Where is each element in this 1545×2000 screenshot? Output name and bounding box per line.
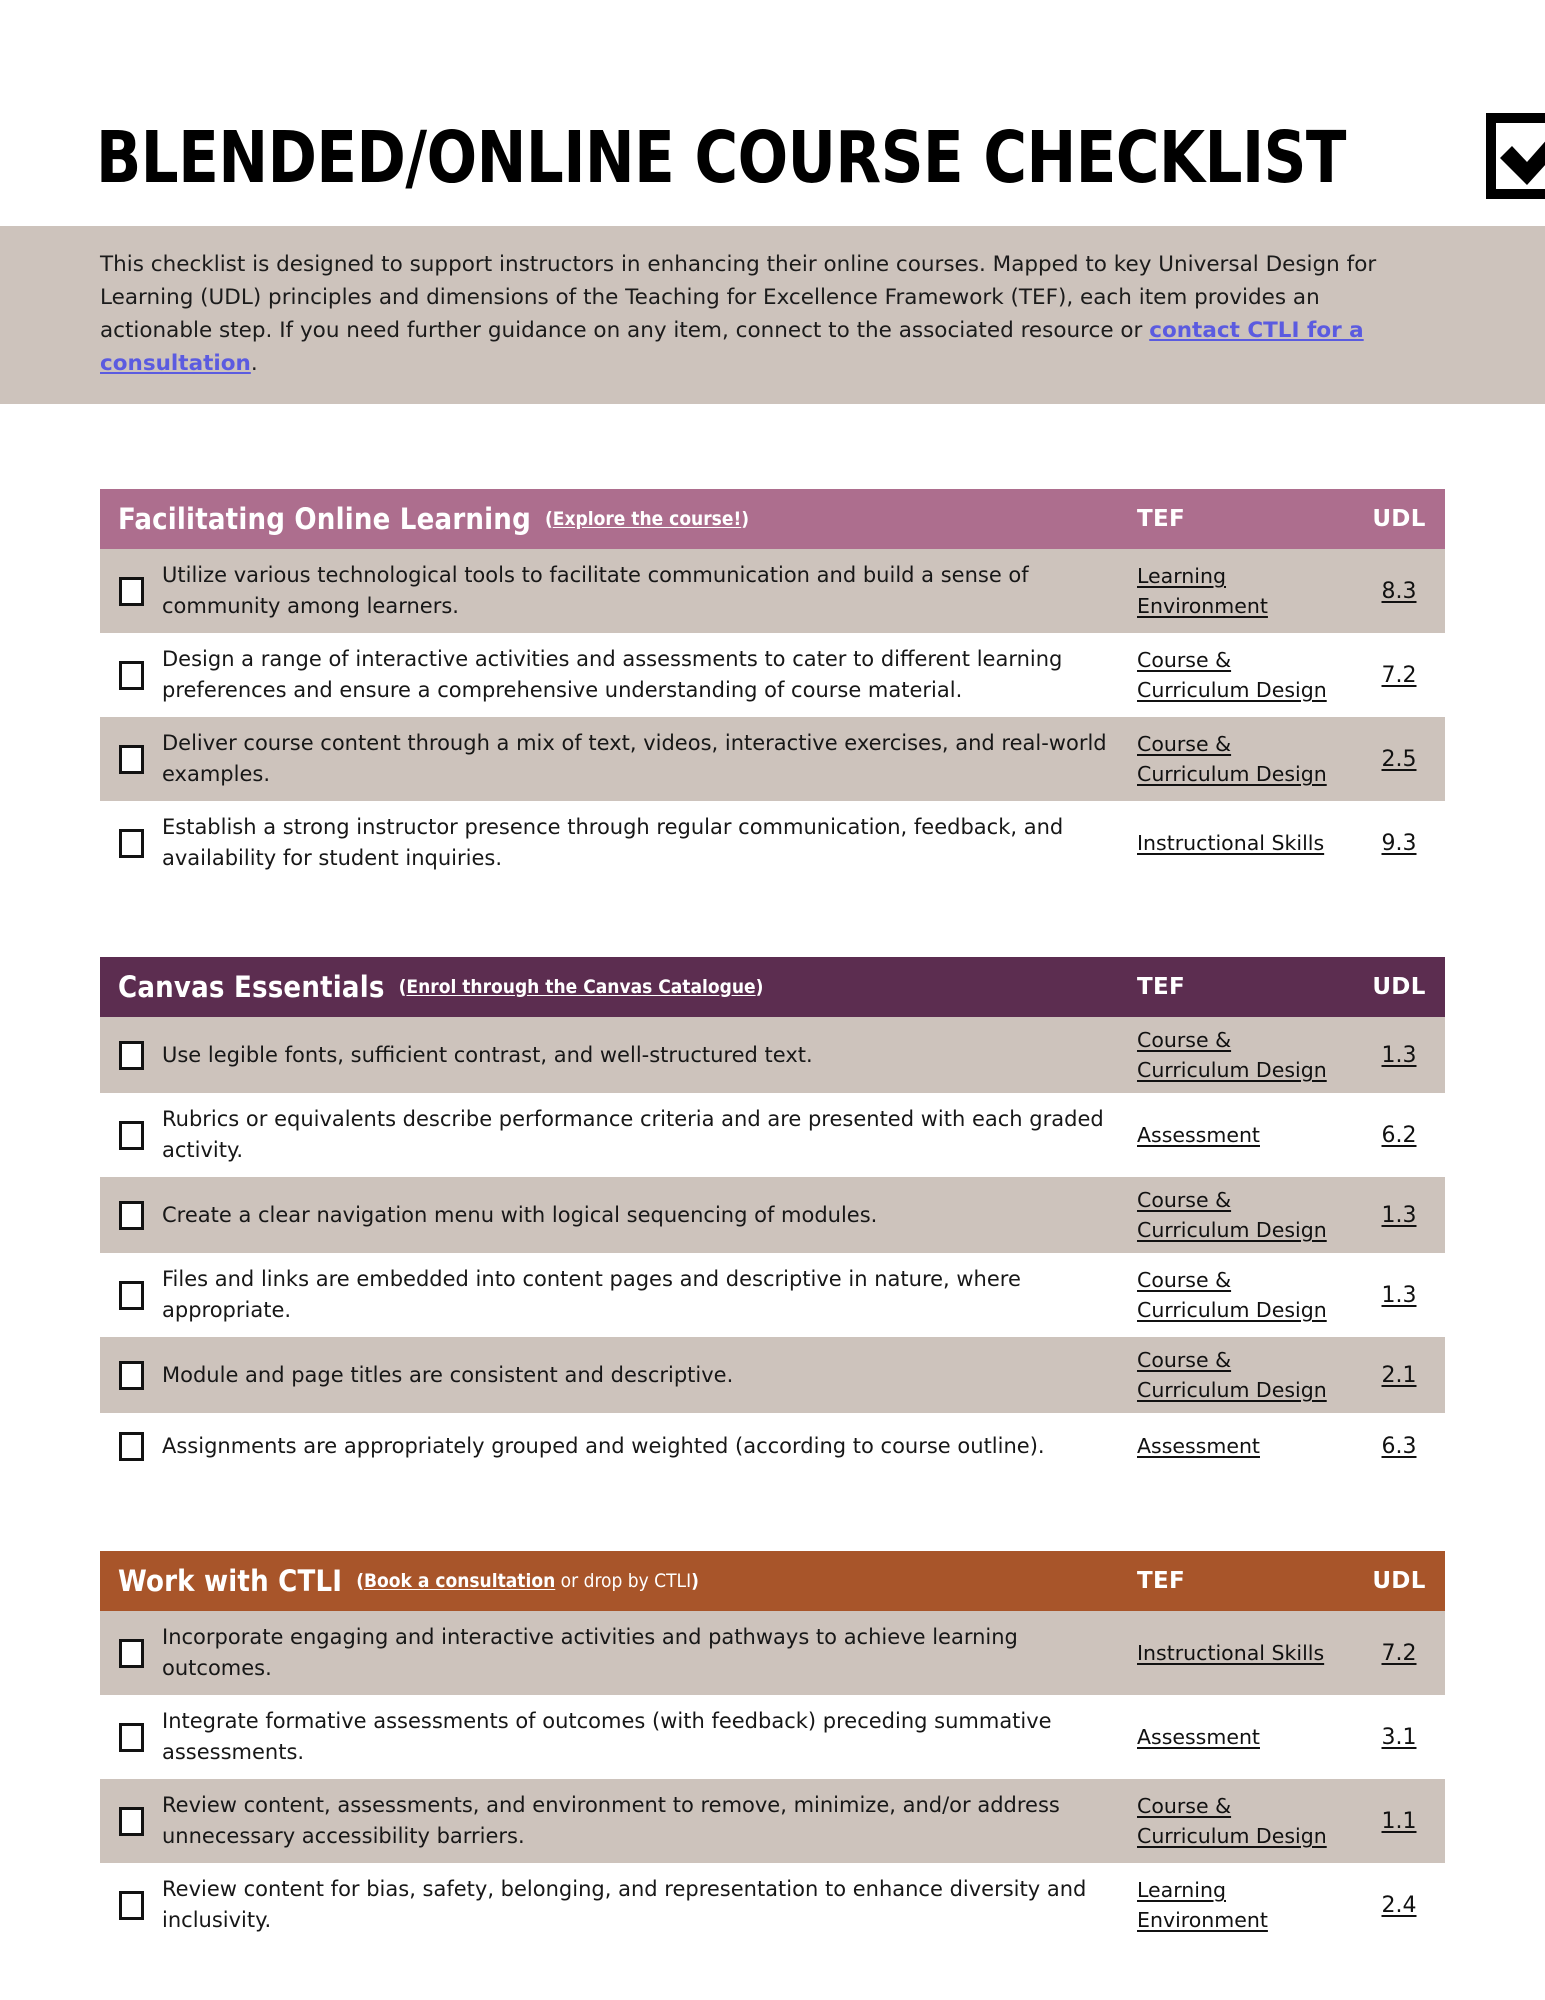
checkbox-icon[interactable] (119, 1807, 144, 1836)
checklist-sheet (0, 489, 1545, 1947)
page-title: BLENDED/ONLINE COURSE CHECKLIST (96, 115, 1346, 199)
column-header-udl: UDL (1372, 974, 1426, 1000)
checklist-row (100, 1413, 1445, 1479)
checkbox-cell[interactable] (100, 1695, 162, 1779)
checklist-item-text-cell (162, 1695, 1137, 1779)
tef-cell (1137, 1253, 1353, 1337)
tef-value-link[interactable]: Instructional Skills (1137, 1641, 1325, 1665)
udl-value-link[interactable]: 2.5 (1381, 746, 1417, 772)
udl-value-link[interactable]: 1.1 (1381, 1808, 1417, 1834)
checklist-row (100, 801, 1445, 885)
tef-cell (1137, 1779, 1353, 1863)
intro-text-end: . (250, 351, 258, 376)
tef-value-link[interactable]: Learning Environment (1137, 1878, 1268, 1932)
checklist-item-text-cell (162, 549, 1137, 633)
tef-value-link[interactable]: Assessment (1137, 1725, 1260, 1749)
checkbox-icon[interactable] (119, 829, 144, 858)
checklist-item-text-cell (162, 717, 1137, 801)
section-header (100, 489, 1445, 549)
udl-cell (1353, 1337, 1445, 1413)
subtitle-open-paren: ( (544, 507, 553, 530)
checklist-item-text: Review content for bias, safety, belonging, and representation to enhance diversity and inclusivity. (162, 1877, 1087, 1932)
udl-value-link[interactable]: 3.1 (1381, 1724, 1417, 1750)
udl-value-link[interactable]: 2.1 (1381, 1362, 1417, 1388)
tef-value-link[interactable]: Course & Curriculum Design (1137, 1028, 1327, 1082)
checkbox-icon[interactable] (119, 1121, 144, 1150)
checklist-row (100, 1611, 1445, 1695)
udl-cell (1353, 549, 1445, 633)
udl-cell (1353, 1695, 1445, 1779)
checklist-item-text-cell (162, 1863, 1137, 1947)
udl-cell (1353, 1017, 1445, 1093)
checklist-section (100, 1551, 1445, 1947)
tef-cell (1137, 1093, 1353, 1177)
checklist-item-text-cell (162, 1779, 1137, 1863)
tef-cell (1137, 1863, 1353, 1947)
udl-cell (1353, 1611, 1445, 1695)
section-title: Facilitating Online Learning (118, 502, 531, 536)
checklist-row (100, 1253, 1445, 1337)
tef-value-link[interactable]: Course & Curriculum Design (1137, 648, 1327, 702)
tef-value-link[interactable]: Course & Curriculum Design (1137, 1794, 1327, 1848)
udl-value-link[interactable]: 2.4 (1381, 1892, 1417, 1918)
section-subtitle-link[interactable]: Explore the course! (552, 507, 742, 530)
udl-value-link[interactable]: 7.2 (1381, 1640, 1417, 1666)
tef-value-link[interactable]: Course & Curriculum Design (1137, 1348, 1327, 1402)
checkbox-icon[interactable] (119, 745, 144, 774)
udl-cell (1353, 717, 1445, 801)
checkbox-icon[interactable] (119, 1281, 144, 1310)
tef-value-link[interactable]: Assessment (1137, 1123, 1260, 1147)
checklist-row (100, 717, 1445, 801)
checkbox-icon[interactable] (119, 1201, 144, 1230)
udl-value-link[interactable]: 1.3 (1381, 1042, 1417, 1068)
contact-ctli-link[interactable]: contact CTLI for a consultation (100, 318, 1364, 376)
section-header (100, 1551, 1445, 1611)
tef-value-link[interactable]: Course & Curriculum Design (1137, 1268, 1327, 1322)
subtitle-close-paren: ) (691, 1569, 699, 1592)
udl-value-link[interactable]: 6.2 (1381, 1122, 1417, 1148)
checklist-item-text: Create a clear navigation menu with logical sequencing of modules. (162, 1202, 878, 1227)
checklist-row (100, 633, 1445, 717)
intro-text: This checklist is designed to support instructors in enhancing their online courses. Mapped to key Universal Design for Learning (UDL) principles and dimensions of the Teaching for Excellence Framework (TEF), each item provides an actionable step. If you need further guidance on any item, connect to the associated resource or (100, 252, 1377, 343)
checklist-section (100, 489, 1445, 885)
checkbox-cell[interactable] (100, 1177, 162, 1253)
udl-cell (1353, 801, 1445, 885)
column-header-udl: UDL (1372, 1568, 1426, 1594)
checkbox-cell[interactable] (100, 1337, 162, 1413)
udl-value-link[interactable]: 6.3 (1381, 1433, 1417, 1459)
checklist-item-text-cell (162, 1177, 1137, 1253)
tef-cell (1137, 1177, 1353, 1253)
column-header-tef: TEF (1137, 1568, 1186, 1594)
checkbox-icon[interactable] (119, 577, 144, 606)
intro-banner (0, 226, 1545, 404)
checkbox-icon[interactable] (119, 1639, 144, 1668)
tef-value-link[interactable]: Assessment (1137, 1434, 1260, 1458)
checklist-row (100, 1337, 1445, 1413)
subtitle-close-paren: ) (755, 975, 764, 998)
checkbox-cell[interactable] (100, 801, 162, 885)
checklist-item-text: Use legible fonts, sufficient contrast, and well-structured text. (162, 1042, 813, 1067)
udl-value-link[interactable]: 1.3 (1381, 1282, 1417, 1308)
checklist-item-text: Incorporate engaging and interactive activities and pathways to achieve learning outcomes. (162, 1625, 1018, 1680)
subtitle-open-paren: ( (398, 975, 407, 998)
tef-cell (1137, 801, 1353, 885)
tef-cell (1137, 633, 1353, 717)
checklist-row (100, 549, 1445, 633)
checklist-section (100, 957, 1445, 1479)
document-header (0, 0, 1545, 226)
section-subtitle-link[interactable]: Book a consultation (364, 1569, 556, 1592)
tef-value-link[interactable]: Course & Curriculum Design (1137, 732, 1327, 786)
subtitle-close-paren: ) (741, 507, 750, 530)
section-title: Canvas Essentials (118, 970, 385, 1004)
udl-cell (1353, 1253, 1445, 1337)
checkbox-icon[interactable] (119, 661, 144, 690)
checklist-row (100, 1695, 1445, 1779)
column-header-tef: TEF (1137, 506, 1186, 532)
section-subtitle (545, 508, 749, 531)
checklist-item-text-cell (162, 1253, 1137, 1337)
subtitle-open-paren: ( (356, 1569, 365, 1592)
tef-value-link[interactable]: Instructional Skills (1137, 831, 1325, 855)
checklist-item-text: Integrate formative assessments of outcomes (with feedback) preceding summative assessments. (162, 1709, 1052, 1764)
checklist-item-text: Review content, assessments, and environment to remove, minimize, and/or address unnecessary accessibility barriers. (162, 1793, 1060, 1848)
section-header (100, 957, 1445, 1017)
checklist-item-text-cell (162, 633, 1137, 717)
udl-value-link[interactable]: 9.3 (1381, 830, 1417, 856)
section-subtitle-link[interactable]: Enrol through the Canvas Catalogue (406, 975, 756, 998)
checkbox-cell[interactable] (100, 1863, 162, 1947)
column-header-tef: TEF (1137, 974, 1186, 1000)
checkbox-icon[interactable] (119, 1891, 144, 1920)
checklist-item-text: Establish a strong instructor presence through regular communication, feedback, and availability for student inquiries. (162, 815, 1064, 870)
checklist-row (100, 1779, 1445, 1863)
checkbox-cell[interactable] (100, 1017, 162, 1093)
tef-cell (1137, 1337, 1353, 1413)
section-subtitle (356, 1570, 699, 1593)
checklist-item-text-cell (162, 1337, 1137, 1413)
checkbox-cell[interactable] (100, 549, 162, 633)
checkbox-cell[interactable] (100, 1253, 162, 1337)
checkbox-icon[interactable] (119, 1361, 144, 1390)
udl-value-link[interactable]: 7.2 (1381, 662, 1417, 688)
section-title: Work with CTLI (118, 1564, 343, 1598)
checklist-item-text-cell (162, 801, 1137, 885)
udl-cell (1353, 1863, 1445, 1947)
tef-cell (1137, 1695, 1353, 1779)
checklist-item-text-cell (162, 1413, 1137, 1479)
checkbox-checked-icon (1480, 109, 1545, 205)
checkbox-cell[interactable] (100, 1611, 162, 1695)
checklist-row (100, 1177, 1445, 1253)
tef-cell (1137, 549, 1353, 633)
checkbox-icon[interactable] (119, 1041, 144, 1070)
checklist-item-text-cell (162, 1017, 1137, 1093)
tef-cell (1137, 1611, 1353, 1695)
tef-value-link[interactable]: Learning Environment (1137, 564, 1268, 618)
checkbox-cell[interactable] (100, 1093, 162, 1177)
udl-cell (1353, 633, 1445, 717)
checklist-item-text-cell (162, 1093, 1137, 1177)
tef-cell (1137, 717, 1353, 801)
checklist-item-text: Design a range of interactive activities and assessments to cater to different learning preferences and ensure a comprehensive understanding of course material. (162, 647, 1063, 702)
tef-cell (1137, 1413, 1353, 1479)
checklist-item-text: Files and links are embedded into content pages and descriptive in nature, where appropriate. (162, 1267, 1021, 1322)
subtitle-plain-text: or drop by CTLI (555, 1569, 692, 1592)
checklist-row (100, 1093, 1445, 1177)
checklist-row (100, 1017, 1445, 1093)
checkbox-cell[interactable] (100, 1413, 162, 1479)
udl-cell (1353, 1093, 1445, 1177)
checkbox-cell[interactable] (100, 1779, 162, 1863)
udl-value-link[interactable]: 1.3 (1381, 1202, 1417, 1228)
column-header-udl: UDL (1372, 506, 1426, 532)
udl-cell (1353, 1779, 1445, 1863)
checklist-item-text: Assignments are appropriately grouped and weighted (according to course outline). (162, 1433, 1045, 1458)
udl-value-link[interactable]: 8.3 (1381, 578, 1417, 604)
udl-cell (1353, 1413, 1445, 1479)
checkbox-icon[interactable] (119, 1723, 144, 1752)
checklist-row (100, 1863, 1445, 1947)
checklist-item-text: Module and page titles are consistent and descriptive. (162, 1362, 734, 1387)
tef-value-link[interactable]: Course & Curriculum Design (1137, 1188, 1327, 1242)
checkbox-icon[interactable] (119, 1432, 144, 1461)
section-subtitle (399, 976, 764, 999)
udl-cell (1353, 1177, 1445, 1253)
checkbox-cell[interactable] (100, 633, 162, 717)
checklist-item-text: Deliver course content through a mix of text, videos, interactive exercises, and real-world examples. (162, 731, 1107, 786)
tef-cell (1137, 1017, 1353, 1093)
checkbox-cell[interactable] (100, 717, 162, 801)
checklist-item-text-cell (162, 1611, 1137, 1695)
checklist-item-text: Rubrics or equivalents describe performance criteria and are presented with each graded activity. (162, 1107, 1104, 1162)
checklist-item-text: Utilize various technological tools to facilitate communication and build a sense of community among learners. (162, 563, 1029, 618)
